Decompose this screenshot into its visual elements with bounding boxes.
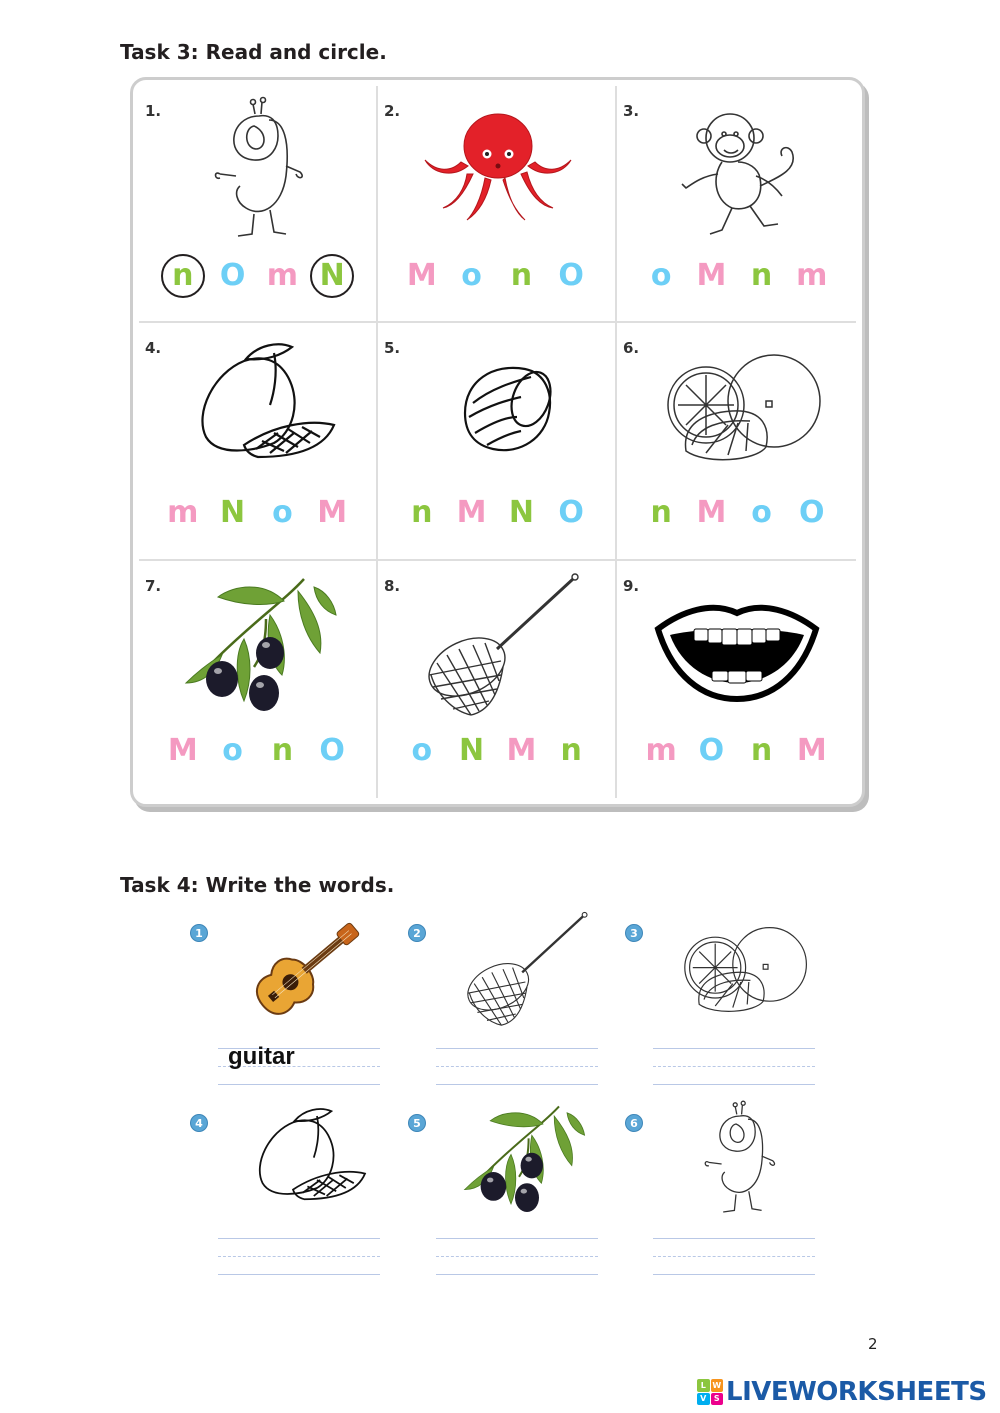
item-number-badge: 5 — [408, 1114, 426, 1132]
letter-choice[interactable]: M — [696, 258, 727, 293]
letter-choices — [378, 729, 615, 773]
letter-choice[interactable]: m — [266, 258, 299, 293]
letter-choices — [139, 254, 376, 298]
letter-choice[interactable]: O — [558, 258, 584, 293]
cell-number: 2. — [384, 102, 401, 120]
answer-input[interactable] — [436, 1230, 598, 1264]
letter-choice[interactable]: o — [650, 258, 672, 293]
mouth-picture — [652, 571, 822, 721]
answer-input[interactable] — [653, 1040, 815, 1074]
letter-choices — [617, 254, 856, 298]
task4-title: Task 4: Write the words. — [120, 873, 395, 897]
letter-choices — [139, 491, 376, 535]
task3-title: Task 3: Read and circle. — [120, 40, 387, 64]
letter-choices — [617, 491, 856, 535]
letter-choice[interactable]: n — [271, 732, 294, 768]
net-picture — [413, 571, 583, 721]
letter-choices — [378, 491, 615, 535]
letter-choice[interactable]: O — [219, 258, 246, 293]
olives-picture — [448, 1100, 598, 1220]
item-number-badge: 1 — [190, 924, 208, 942]
cell-number: 7. — [145, 576, 162, 595]
letter-choice[interactable]: M — [317, 495, 348, 531]
letter-choice[interactable]: o — [272, 495, 293, 531]
letter-choice-circled[interactable]: n — [161, 254, 205, 298]
grid-cell-6 — [617, 323, 856, 560]
letter-choice[interactable]: o — [411, 732, 433, 768]
answer-input[interactable] — [218, 1040, 380, 1074]
letter-choice[interactable]: M — [696, 495, 727, 531]
cell-number: 6. — [623, 339, 640, 358]
nut-picture — [413, 333, 583, 483]
letter-choice[interactable]: M — [456, 495, 487, 531]
grid-cell-2 — [378, 86, 617, 323]
letter-choice[interactable]: m — [645, 732, 677, 768]
write-item-6 — [625, 1100, 825, 1280]
letter-choice[interactable]: o — [222, 732, 243, 768]
item-number-badge: 6 — [625, 1114, 643, 1132]
monkey-picture — [652, 96, 822, 246]
letter-choice[interactable]: M — [796, 732, 827, 768]
write-item-5 — [408, 1100, 608, 1280]
answer-input[interactable] — [218, 1230, 380, 1264]
item-number-badge: 3 — [625, 924, 643, 942]
cell-number: 4. — [145, 339, 162, 358]
orange-picture — [665, 910, 815, 1030]
cell-number: 5. — [384, 339, 401, 358]
read-and-circle-grid — [130, 77, 865, 807]
write-item-3 — [625, 910, 825, 1090]
answer-input[interactable] — [436, 1040, 598, 1074]
cell-number: 1. — [145, 102, 162, 120]
letter-choice[interactable]: m — [796, 258, 828, 293]
letter-choice-circled[interactable]: N — [310, 254, 354, 298]
letter-choice[interactable]: n — [411, 495, 433, 531]
cell-number: 3. — [623, 102, 640, 120]
letter-choice[interactable]: n — [750, 258, 773, 293]
item-number-badge: 2 — [408, 924, 426, 942]
olives-picture — [174, 571, 344, 721]
write-item-1 — [190, 910, 390, 1090]
grid-cell-1 — [139, 86, 378, 323]
grid-cell-8 — [378, 561, 617, 798]
cell-number: 9. — [623, 576, 640, 595]
liveworksheets-mark-icon: L W V S — [697, 1379, 723, 1405]
mango-picture — [174, 333, 344, 483]
answer-input[interactable] — [653, 1230, 815, 1264]
letter-choice[interactable]: M — [406, 258, 437, 293]
letter-choice[interactable]: o — [751, 495, 772, 531]
cell-number: 8. — [384, 576, 401, 595]
mango-picture — [230, 1100, 380, 1220]
letter-choice[interactable]: n — [560, 732, 582, 768]
octopus-picture — [413, 96, 583, 246]
item-number-badge: 4 — [190, 1114, 208, 1132]
write-item-2 — [408, 910, 608, 1090]
letter-choices — [139, 729, 376, 773]
grid-cell-4 — [139, 323, 378, 560]
letter-choice[interactable]: n — [650, 495, 672, 531]
grid-cell-9 — [617, 561, 856, 798]
letter-choices — [617, 729, 856, 773]
letter-choice[interactable]: O — [798, 495, 825, 531]
letter-choice[interactable]: M — [506, 732, 537, 768]
letter-choice[interactable]: N — [508, 495, 534, 531]
number-nine-picture — [174, 96, 344, 246]
net-picture — [448, 910, 598, 1030]
grid-cell-3 — [617, 86, 856, 323]
orange-picture — [652, 333, 822, 483]
letter-choice[interactable]: O — [319, 732, 345, 768]
grid-cell-7 — [139, 561, 378, 798]
letter-choice[interactable]: M — [167, 732, 198, 768]
liveworksheets-logo[interactable] — [697, 1378, 987, 1406]
letter-choice[interactable]: n — [750, 732, 773, 768]
letter-choice[interactable]: o — [461, 258, 482, 293]
write-item-4 — [190, 1100, 390, 1280]
letter-choice[interactable]: n — [510, 258, 533, 293]
letter-choices — [378, 254, 615, 298]
letter-choice[interactable]: O — [558, 495, 584, 531]
letter-choice[interactable]: N — [220, 495, 246, 531]
brand-text: LIVEWORKSHEETS — [726, 1377, 987, 1407]
letter-choice[interactable]: N — [459, 732, 485, 768]
page-number: 2 — [868, 1335, 878, 1353]
grid-cell-5 — [378, 323, 617, 560]
letter-choice[interactable]: m — [167, 495, 199, 531]
guitar-picture — [230, 910, 380, 1030]
number-nine-picture — [665, 1100, 815, 1220]
letter-choice[interactable]: O — [698, 732, 725, 768]
